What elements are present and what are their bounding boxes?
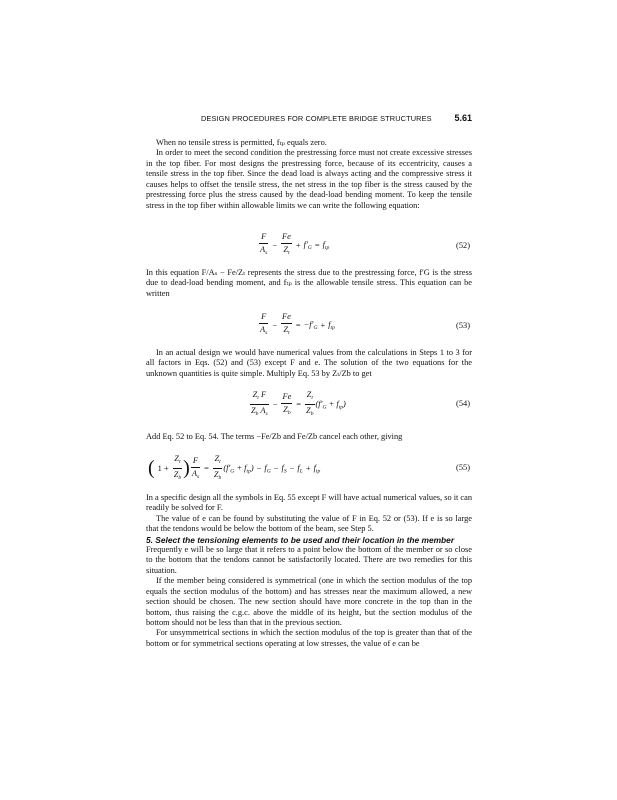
paragraph-9: If the member being considered is symmetrical (one in which the section modulus of the top equals the section modulus of the bottom) and has stresses near the maximum allowed, a new section should be chosen. The new section should have more concrete in the top than in the bottom, thus raising the c.g.c. above the middle of its height, but the section modulus of the bottom should not be less than that in the previous section. bbox=[146, 576, 472, 627]
equation-52-number: (52) bbox=[456, 241, 470, 250]
page-number: 5.61 bbox=[454, 113, 472, 123]
text-block-2 bbox=[146, 268, 472, 299]
paragraph-1: When no tensile stress is permitted, fₜₚ equals zero. bbox=[156, 138, 327, 147]
equation-53-body: $\frac{F}{A_s}$ − $\frac{Fe}{Z_t}$ = $-f'_G + f_{tp}$ bbox=[260, 312, 335, 336]
text-block-3 bbox=[146, 348, 472, 379]
paragraph-5: Add Eq. 52 to Eq. 54. The terms −Fe/Zb and Fe/Zb cancel each other, giving bbox=[146, 432, 403, 441]
equation-52-body: $\frac{F}{A_s}$ − $\frac{Fe}{Z_t}$ + $f'_G = f_{tp}$ bbox=[260, 232, 330, 256]
equation-55-number: (55) bbox=[456, 463, 470, 472]
paragraph-10: For unsymmetrical sections in which the section modulus of the top is greater than that of the bottom or for symmetrical sections operating at low stresses, the value of e can be bbox=[146, 628, 472, 648]
running-header-title: DESIGN PROCEDURES FOR COMPLETE BRIDGE STRUCTURES bbox=[201, 114, 432, 123]
equation-53 bbox=[146, 312, 472, 342]
paragraph-3: In this equation F/Aₛ − Fe/Zₜ represents the stress due to the prestressing force, f′G is the stress due to dead-load bending moment, and fₜₚ is the allowable tensile stress. This equation can be written bbox=[146, 268, 472, 298]
equation-53-number: (53) bbox=[456, 321, 470, 330]
equation-55-body: ( 1 + $\frac{Z_t}{Z_b}$ ) $\frac{F}{A_s}$ = $\frac{Z_t}{Z_b}$ $(f'_G + f_{tp}) - f_G - f_S - f_L + f_{tp}$ bbox=[148, 454, 321, 481]
text-block-5 bbox=[146, 493, 472, 649]
running-header bbox=[146, 114, 472, 126]
paragraph-4: In an actual design we would have numerical values from the calculations in Steps 1 to 3 for all factors in Eqs. (52) and (53) except F and e. The solution of the two equations for the unknown quantities is quite simple. Multiply Eq. 53 by Zₜ/Zb to get bbox=[146, 348, 472, 378]
paragraph-7: The value of e can be found by substituting the value of F in Eq. 52 or (53). If e is so large that the tendons would be below the bottom of the beam, see Step 5. bbox=[146, 513, 472, 534]
equation-55 bbox=[146, 454, 472, 484]
paragraph-8: Frequently e will be so large that it refers to a point below the bottom of the member or so close to the bottom that the tendons cannot be satisfactorily located. There are two remedies for this situation. bbox=[146, 544, 472, 575]
text-block-4 bbox=[146, 432, 472, 442]
equation-54 bbox=[146, 390, 472, 420]
text-block-1 bbox=[146, 138, 472, 211]
paragraph-2: In order to meet the second condition the prestressing force must not create excessive stresses in the top fiber. For most designs the prestressing force, because of its eccentricity, causes a tensile stress in the top fiber. Since the dead load is always acting and the compressive stress it causes helps to offset the tensile stress, the net stress in the top fiber is the stress caused by the prestressing force plus the stress caused by the dead-load bending moment. To keep the tensile stress in the top fiber within allowable limits we can write the following equation: bbox=[146, 148, 472, 210]
equation-54-body: $\frac{Z_t F}{Z_b A_s}$ − $\frac{Fe}{Z_b}$ = $\frac{Z_t}{Z_b}$ $(f'_G + f_{tp})$ bbox=[251, 390, 346, 417]
equation-54-number: (54) bbox=[456, 399, 470, 408]
paragraph-6: In a specific design all the symbols in Eq. 55 except F will have actual numerical values, so it can readily be solved for F. bbox=[146, 493, 473, 513]
equation-52 bbox=[146, 232, 472, 262]
section-heading: 5. Select the tensioning elements to be used and their location in the member bbox=[146, 534, 455, 545]
